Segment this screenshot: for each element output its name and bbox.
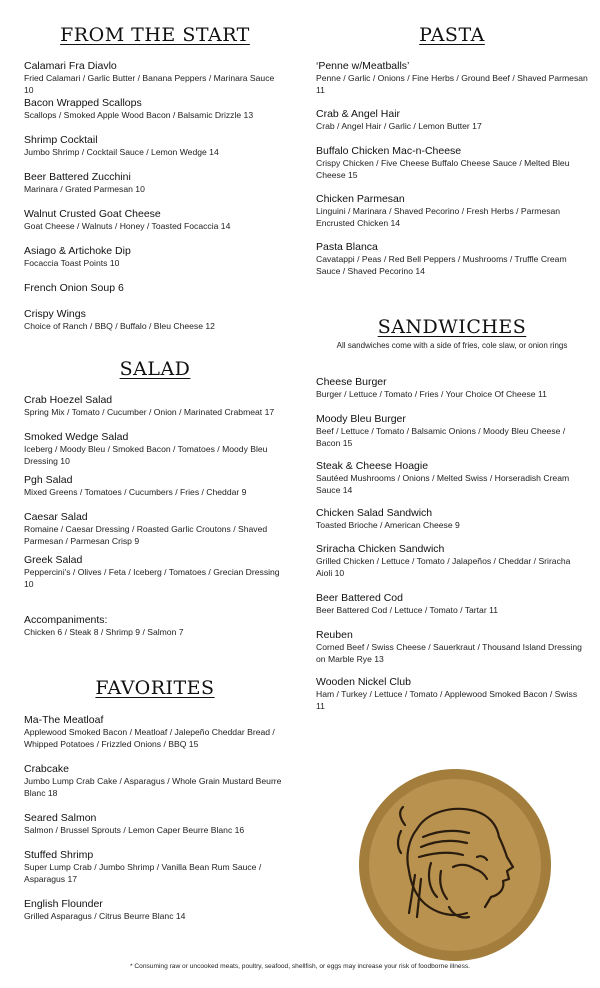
section-title-from-the-start: FROM THE START	[60, 24, 250, 46]
menu-item	[24, 474, 286, 499]
menu-item	[24, 511, 286, 547]
menu-item-description: Penne / Garlic / Onions / Fine Herbs / Ground Beef / Shaved Parmesan 11	[316, 73, 588, 95]
menu-item-name: ‘Penne w/Meatballs’	[316, 60, 410, 72]
menu-item	[316, 629, 588, 665]
menu-item-description: Mixed Greens / Tomatoes / Cucumbers / Fries / Cheddar 9	[24, 487, 247, 497]
menu-item-description: Focaccia Toast Points 10	[24, 258, 120, 268]
section-title-favorites: FAVORITES	[95, 677, 215, 699]
menu-item	[24, 60, 286, 96]
menu-item-name: Crabcake	[24, 763, 69, 775]
menu-item-name: Calamari Fra Diavlo	[24, 60, 117, 72]
raw-food-disclaimer: * Consuming raw or uncooked meats, poultry, seafood, shellfish, or eggs may increase your risk of foodborne illness.	[130, 963, 470, 970]
menu-item	[24, 554, 286, 590]
menu-item-name: Stuffed Shrimp	[24, 849, 94, 861]
menu-item-description: Scallops / Smoked Apple Wood Bacon / Balsamic Drizzle 13	[24, 110, 254, 120]
menu-item-name: Chicken Parmesan	[316, 193, 405, 205]
section-title-pasta: PASTA	[419, 24, 485, 46]
menu-item-description: Choice of Ranch / BBQ / Buffalo / Bleu Cheese 12	[24, 321, 215, 331]
menu-item-description: Chicken 6 / Steak 8 / Shrimp 9 / Salmon 7	[24, 627, 184, 637]
menu-item-name: Ma-The Meatloaf	[24, 714, 104, 726]
menu-item-name: Crispy Wings	[24, 308, 86, 320]
menu-item-name: Bacon Wrapped Scallops	[24, 97, 142, 109]
menu-item-description: Toasted Brioche / American Cheese 9	[316, 520, 460, 530]
menu-item-name: Walnut Crusted Goat Cheese	[24, 208, 161, 220]
menu-item-name: Shrimp Cocktail	[24, 134, 98, 146]
menu-item-description: Crab / Angel Hair / Garlic / Lemon Butter 17	[316, 121, 482, 131]
menu-item-description: Iceberg / Moody Bleu / Smoked Bacon / Tomatoes / Moody Bleu Dressing 10	[24, 444, 268, 466]
menu-item	[316, 241, 588, 277]
menu-item-name: Greek Salad	[24, 554, 83, 566]
menu-item-name: Pgh Salad	[24, 474, 73, 486]
menu-item	[316, 376, 588, 401]
menu-item-name: Pasta Blanca	[316, 241, 378, 253]
menu-item-name: Crab Hoezel Salad	[24, 394, 113, 406]
menu-item-description: Marinara / Grated Parmesan 10	[24, 184, 145, 194]
menu-item	[316, 145, 588, 181]
menu-item	[316, 193, 588, 229]
menu-item	[24, 763, 286, 799]
menu-item-name: Crab & Angel Hair	[316, 108, 401, 120]
menu-item-description: Ham / Turkey / Lettuce / Tomato / Applewood Smoked Bacon / Swiss 11	[316, 689, 578, 711]
menu-item-name: Asiago & Artichoke Dip	[24, 245, 131, 257]
menu-item-name: Steak & Cheese Hoagie	[316, 460, 429, 472]
menu-item-description: Jumbo Shrimp / Cocktail Sauce / Lemon Wedge 14	[24, 147, 219, 157]
menu-item-name: Smoked Wedge Salad	[24, 431, 129, 443]
menu-item-name: Wooden Nickel Club	[316, 676, 411, 688]
menu-item-name: Caesar Salad	[24, 511, 88, 523]
menu-item	[316, 543, 588, 579]
menu-item-name: Reuben	[316, 629, 353, 641]
indian-head-nickel-logo	[357, 767, 553, 963]
menu-item-name: Cheese Burger	[316, 376, 387, 388]
menu-item	[24, 812, 286, 837]
menu-item-description: Grilled Asparagus / Citrus Beurre Blanc 14	[24, 911, 186, 921]
menu-item-description: Peppercini's / Olives / Feta / Iceberg / Tomatoes / Grecian Dressing 10	[24, 567, 280, 589]
menu-item-name: Accompaniments:	[24, 614, 108, 626]
menu-item-name: Seared Salmon	[24, 812, 97, 824]
menu-item-name: Sriracha Chicken Sandwich	[316, 543, 445, 555]
menu-item	[316, 507, 588, 532]
menu-item-name: Beer Battered Cod	[316, 592, 403, 604]
menu-item-description: Beef / Lettuce / Tomato / Balsamic Onions / Moody Bleu Cheese / Bacon 15	[316, 426, 566, 448]
menu-item-description: Burger / Lettuce / Tomato / Fries / Your Choice Of Cheese 11	[316, 389, 547, 399]
section-title-salad: SALAD	[119, 358, 191, 380]
menu-item	[24, 431, 286, 467]
menu-item	[24, 898, 286, 923]
menu-item	[316, 460, 588, 496]
menu-item-description: Corned Beef / Swiss Cheese / Sauerkraut / Thousand Island Dressing on Marble Rye 13	[316, 642, 582, 664]
menu-item-description: Jumbo Lump Crab Cake / Asparagus / Whole Grain Mustard Beurre Blanc 18	[24, 776, 282, 798]
menu-item	[24, 282, 286, 295]
menu-item	[24, 171, 286, 196]
menu-item	[24, 308, 286, 333]
menu-item-description: Spring Mix / Tomato / Cucumber / Onion / Marinated Crabmeat 17	[24, 407, 275, 417]
menu-item	[24, 245, 286, 270]
menu-item	[24, 208, 286, 233]
menu-item-name: Moody Bleu Burger	[316, 413, 406, 425]
menu-item-description: Grilled Chicken / Lettuce / Tomato / Jalapeños / Cheddar / Sriracha Aioli 10	[316, 556, 571, 578]
menu-item	[24, 97, 286, 122]
menu-item	[24, 614, 286, 639]
menu-item-description: Crispy Chicken / Five Cheese Buffalo Cheese Sauce / Melted Bleu Cheese 15	[316, 158, 570, 180]
menu-item-description: Salmon / Brussel Sprouts / Lemon Caper Beurre Blanc 16	[24, 825, 245, 835]
menu-item-description: Cavatappi / Peas / Red Bell Peppers / Mushrooms / Truffle Cream Sauce / Shaved Pecorino 14	[316, 254, 567, 276]
menu-item-description: Fried Calamari / Garlic Butter / Banana Peppers / Marinara Sauce 10	[24, 73, 275, 95]
menu-item	[24, 849, 286, 885]
menu-item	[316, 676, 588, 712]
menu-item-description: Super Lump Crab / Jumbo Shrimp / Vanilla Bean Rum Sauce / Asparagus 17	[24, 862, 262, 884]
menu-item	[24, 134, 286, 159]
menu-item-description: Sautéed Mushrooms / Onions / Melted Swiss / Horseradish Cream Sauce 14	[316, 473, 570, 495]
menu-item-name: French Onion Soup 6	[24, 282, 124, 294]
menu-item-name: Beer Battered Zucchini	[24, 171, 131, 183]
menu-item-description: Romaine / Caesar Dressing / Roasted Garlic Croutons / Shaved Parmesan / Parmesan Crisp 9	[24, 524, 268, 546]
menu-item-name: English Flounder	[24, 898, 103, 910]
sandwiches-note: All sandwiches come with a side of fries, cole slaw, or onion rings	[336, 341, 568, 350]
menu-item-description: Linguini / Marinara / Shaved Pecorino / Fresh Herbs / Parmesan Encrusted Chicken 14	[316, 206, 561, 228]
menu-item-description: Goat Cheese / Walnuts / Honey / Toasted Focaccia 14	[24, 221, 231, 231]
menu-item	[24, 394, 286, 419]
menu-item	[316, 413, 588, 449]
menu-item-description: Applewood Smoked Bacon / Meatloaf / Jalepeño Cheddar Bread / Whipped Potatoes / Frizzled Onions / BBQ 15	[24, 727, 275, 749]
menu-item	[24, 714, 286, 750]
menu-item	[316, 592, 588, 617]
menu-item	[316, 108, 588, 133]
menu-item	[316, 60, 588, 96]
section-title-sandwiches: SANDWICHES	[377, 316, 527, 338]
menu-item-name: Chicken Salad Sandwich	[316, 507, 433, 519]
menu-item-description: Beer Battered Cod / Lettuce / Tomato / Tartar 11	[316, 605, 499, 615]
menu-item-name: Buffalo Chicken Mac-n-Cheese	[316, 145, 462, 157]
